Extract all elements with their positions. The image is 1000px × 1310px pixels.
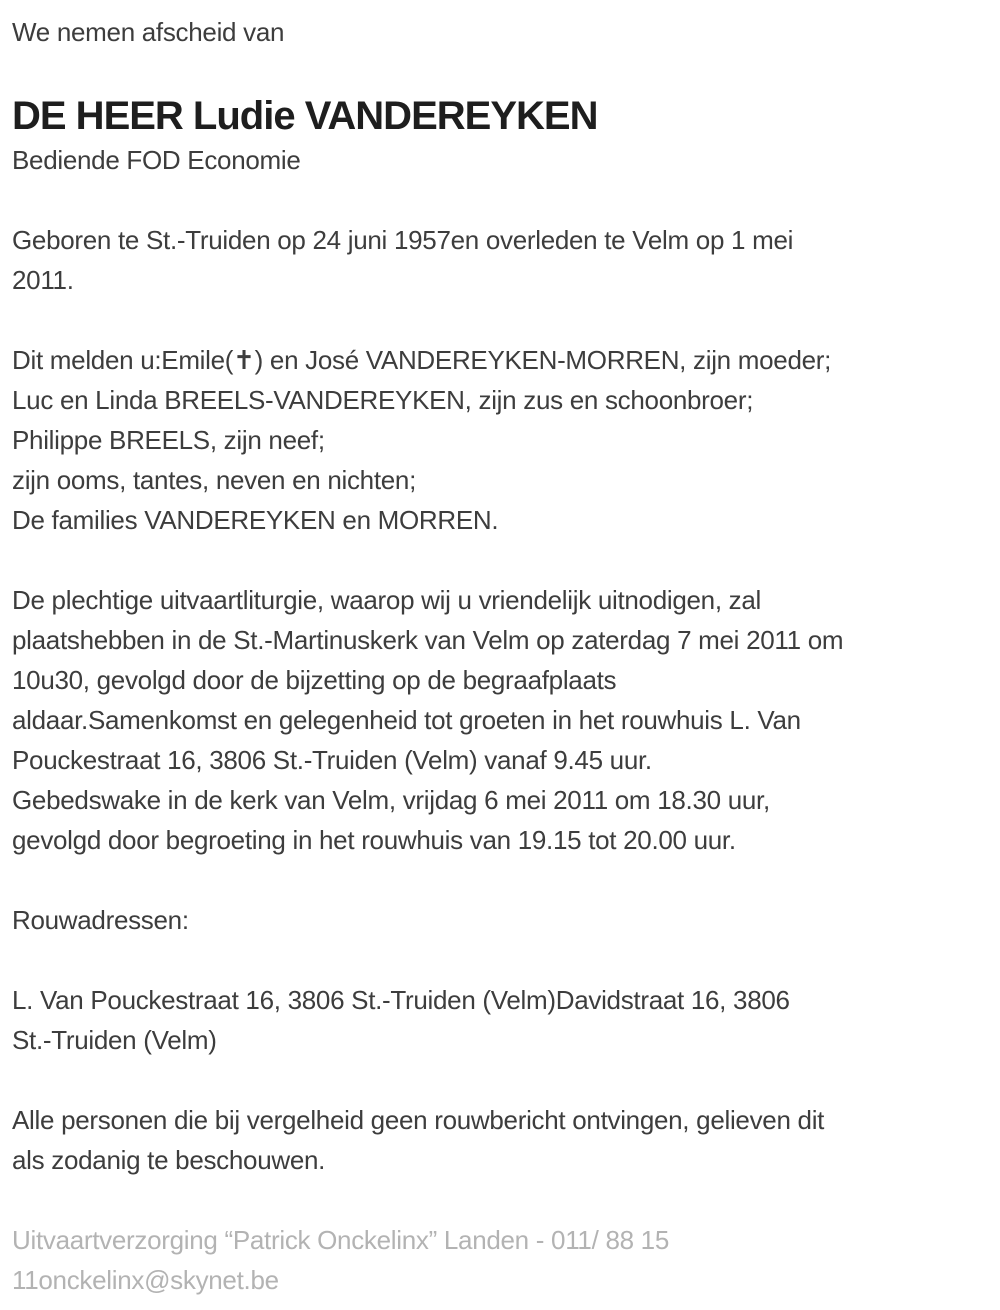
notice-line: als zodanig te beschouwen. [12,1145,326,1175]
family-line: Luc en Linda BREELS-VANDEREYKEN, zijn zus en schoonbroer; [12,385,754,415]
family-line: De families VANDEREYKEN en MORREN. [12,505,499,535]
deceased-profession: Bediende FOD Economie [12,145,301,175]
ceremony-line: plaatshebben in de St.-Martinuskerk van Velm op zaterdag 7 mei 2011 om [12,625,844,655]
ceremony-line: Pouckestraat 16, 3806 St.-Truiden (Velm) vanaf 9.45 uur. [12,745,652,775]
intro-text: We nemen afscheid van [12,17,285,47]
ceremony-line: gevolgd door begroeting in het rouwhuis van 19.15 tot 20.00 uur. [12,825,736,855]
ceremony-line: Gebedswake in de kerk van Velm, vrijdag 6 mei 2011 om 18.30 uur, [12,785,770,815]
deceased-name: DE HEER Ludie VANDEREYKEN [12,94,598,138]
ceremony-paragraph [12,580,986,860]
family-paragraph [12,340,986,540]
birth-death-paragraph [12,220,986,300]
undertaker-email-line: 11onckelinx@skynet.be [12,1265,279,1295]
family-line: Dit melden u:Emile(✝) en José VANDEREYKEN-MORREN, zijn moeder; [12,345,832,375]
condolence-address-line: St.-Truiden (Velm) [12,1025,217,1055]
deceased-header [12,92,986,180]
family-line: zijn ooms, tantes, neven en nichten; [12,465,417,495]
notice-paragraph [12,1100,986,1180]
undertaker-contact-line: Uitvaartverzorging “Patrick Onckelinx” Landen - 011/ 88 15 [12,1225,670,1255]
family-line: Philippe BREELS, zijn neef; [12,425,325,455]
condolence-address-paragraph [12,980,986,1060]
notice-line: Alle personen die bij vergelheid geen rouwbericht ontvingen, gelieven dit [12,1105,825,1135]
ceremony-line: De plechtige uitvaartliturgie, waarop wij u vriendelijk uitnodigen, zal [12,585,762,615]
condolence-heading-paragraph [12,900,986,940]
ceremony-line: 10u30, gevolgd door de bijzetting op de begraafplaats [12,665,617,695]
condolence-address-line: L. Van Pouckestraat 16, 3806 St.-Truiden (Velm)Davidstraat 16, 3806 [12,985,790,1015]
ceremony-line: aldaar.Samenkomst en gelegenheid tot groeten in het rouwhuis L. Van [12,705,801,735]
birth-death-line: 2011. [12,265,74,295]
intro-paragraph [12,12,986,52]
condolence-heading: Rouwadressen: [12,905,189,935]
birth-death-line: Geboren te St.-Truiden op 24 juni 1957en overleden te Velm op 1 mei [12,225,794,255]
undertaker-footer [12,1220,986,1300]
